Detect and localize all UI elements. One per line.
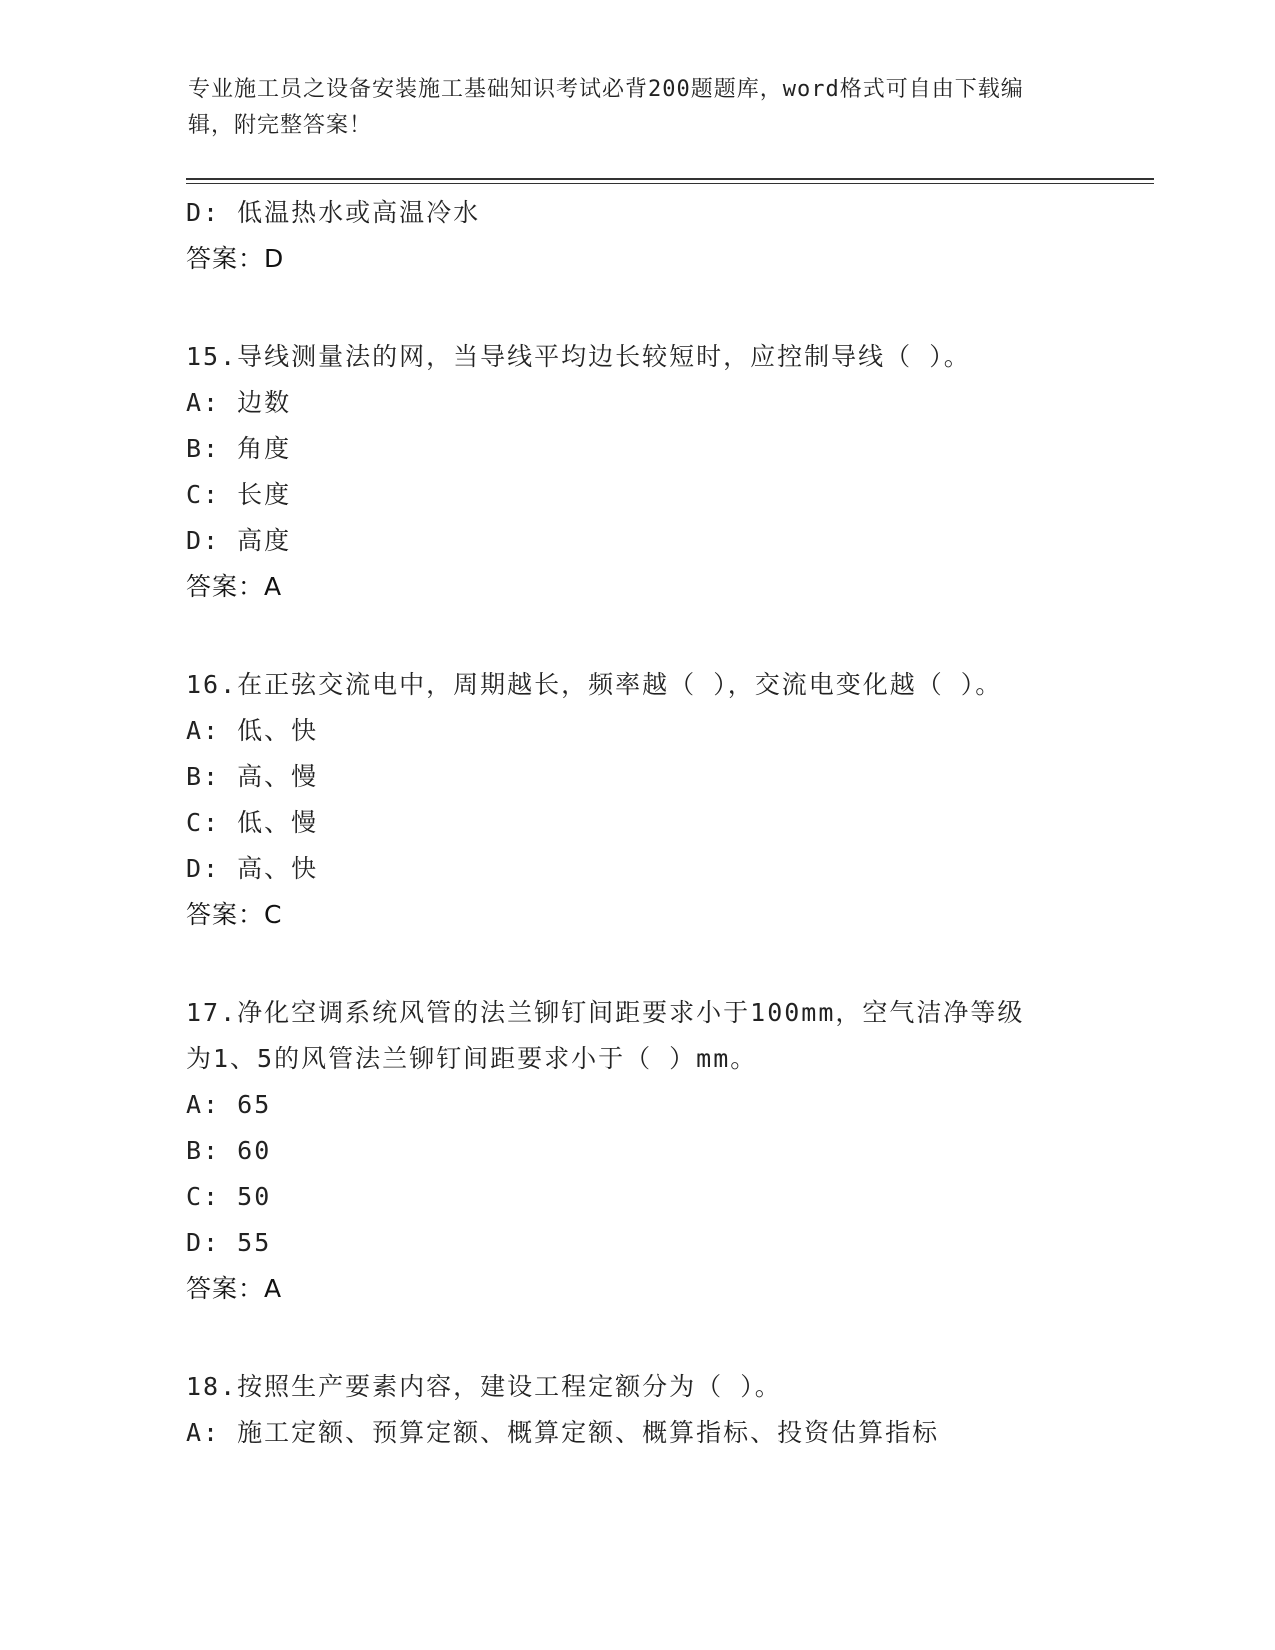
option-d: D: 55	[186, 1228, 272, 1257]
question-16	[186, 662, 1146, 938]
answer-line: 答案：A	[186, 1274, 283, 1303]
option-c: C: 低、慢	[186, 808, 319, 837]
option-a: A: 65	[186, 1090, 272, 1119]
option-a: A: 施工定额、预算定额、概算定额、概算指标、投资估算指标	[186, 1418, 940, 1447]
option-d: D: 高度	[186, 526, 292, 555]
spacer	[186, 1312, 1146, 1364]
answer-line: 答案：A	[186, 572, 283, 601]
question-stem-line-2: 为1、5的风管法兰铆钉间距要求小于（ ）mm。	[186, 1044, 758, 1073]
answer-line: 答案：D	[186, 244, 285, 273]
question-stem: 16.在正弦交流电中，周期越长，频率越（ ），交流电变化越（ ）。	[186, 670, 1003, 699]
document-header-title: 专业施工员之设备安装施工基础知识考试必背200题题库，word格式可自由下载编辑，附完整答案！	[188, 77, 1024, 138]
spacer	[186, 282, 1146, 334]
question-15	[186, 334, 1146, 610]
document-body	[186, 190, 1146, 1456]
question-stem: 18.按照生产要素内容，建设工程定额分为（ ）。	[186, 1372, 782, 1401]
question-14-tail	[186, 190, 1146, 282]
header-divider-thin	[186, 183, 1154, 184]
option-a: A: 低、快	[186, 716, 319, 745]
question-stem: 15.导线测量法的网，当导线平均边长较短时，应控制导线（ ）。	[186, 342, 971, 371]
spacer	[186, 610, 1146, 662]
option-b: B: 60	[186, 1136, 272, 1165]
option-d: D: 低温热水或高温冷水	[186, 198, 481, 227]
option-d: D: 高、快	[186, 854, 319, 883]
answer-line: 答案：C	[186, 900, 283, 929]
option-b: B: 角度	[186, 434, 292, 463]
header-divider-thick	[186, 178, 1154, 180]
option-b: B: 高、慢	[186, 762, 319, 791]
question-18	[186, 1364, 1146, 1456]
question-17	[186, 990, 1146, 1312]
spacer	[186, 938, 1146, 990]
option-c: C: 50	[186, 1182, 272, 1211]
option-a: A: 边数	[186, 388, 292, 417]
option-c: C: 长度	[186, 480, 292, 509]
question-stem-line-1: 17.净化空调系统风管的法兰铆钉间距要求小于100mm，空气洁净等级	[186, 998, 1025, 1027]
